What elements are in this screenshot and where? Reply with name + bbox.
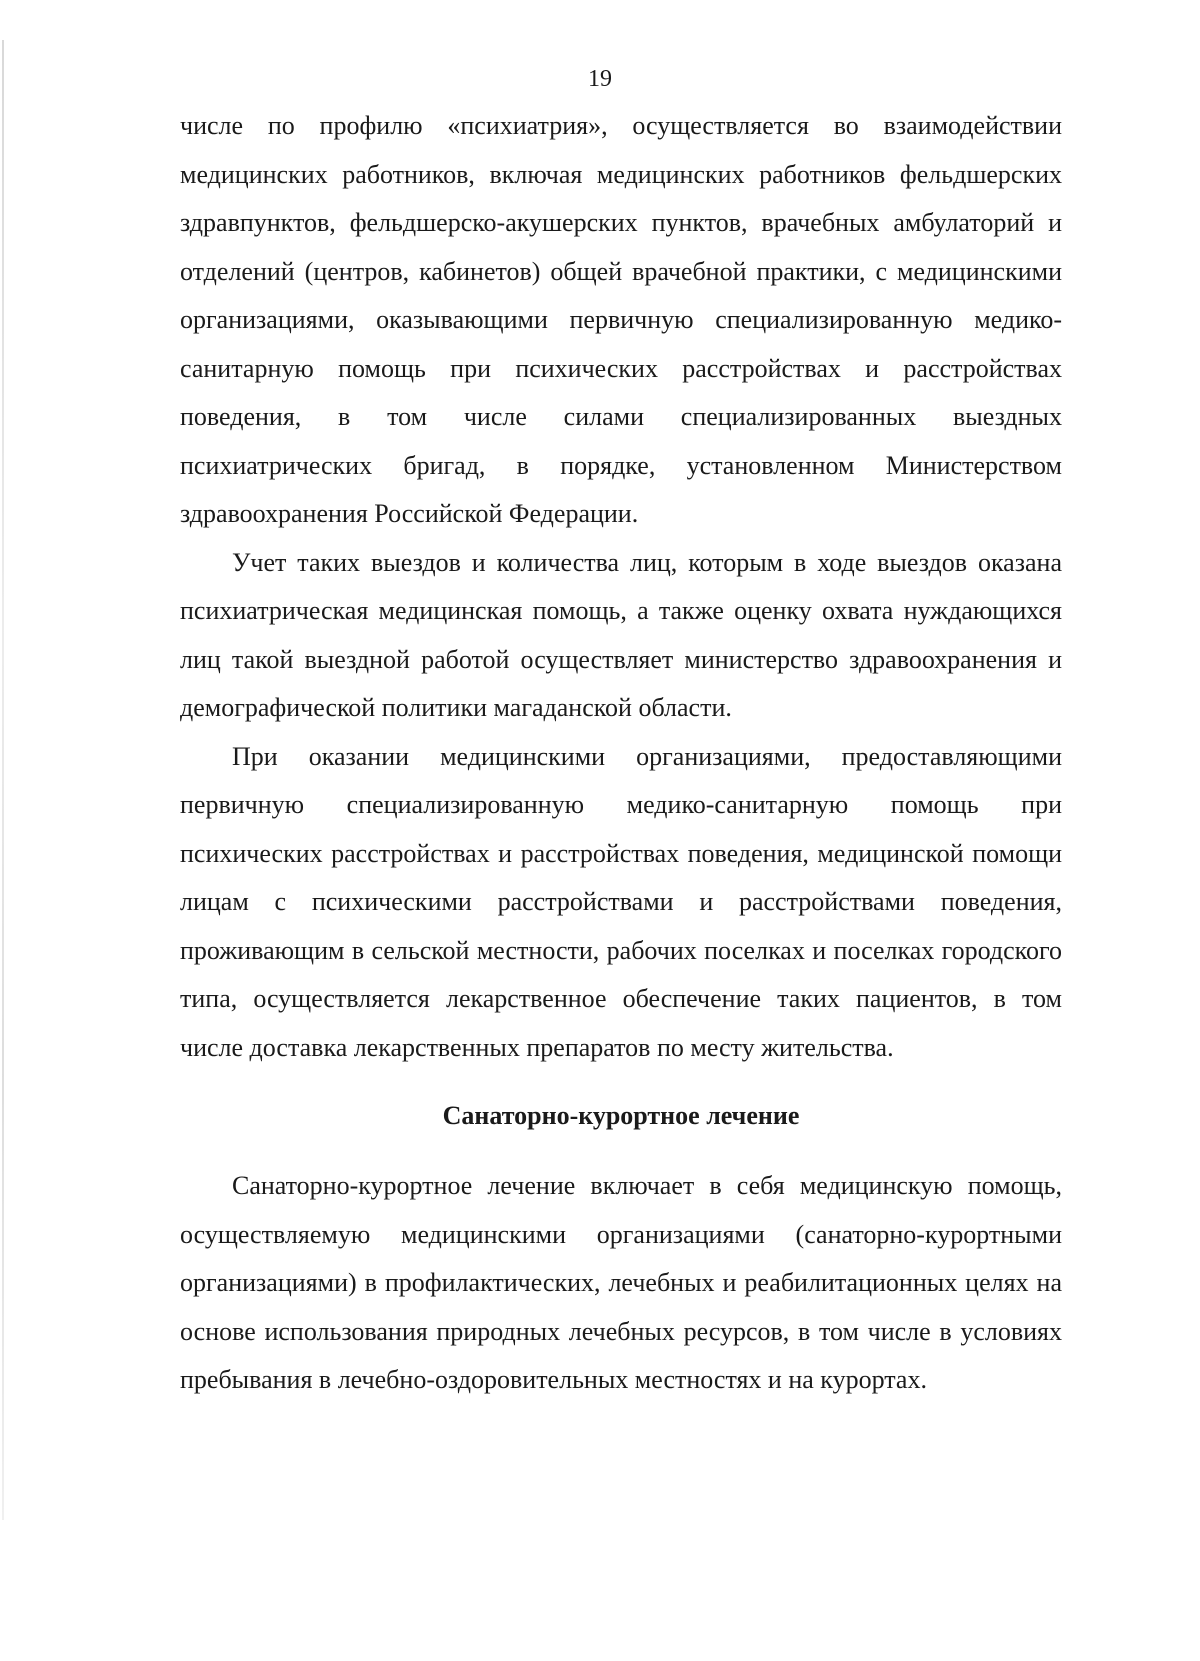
page-number: 19	[588, 66, 612, 92]
paragraph-drug-provision: При оказании медицинскими организациями, предоставляющими первичную специализированную медико-санитарную помощь при психических расстройствах и расстройствах поведения, медицинской помощи лицам с психическими расстройствами и расстройствами поведения, проживающим в сельской местности, рабочих поселках и поселках городского типа, осуществляется лекарственное обеспечение таких пациентов, в том числе доставка лекарственных препаратов по месту жительства.	[180, 741, 1062, 1062]
paragraph-continuation: числе по профилю «психиатрия», осуществляется во взаимодействии медицинских работников, включая медицинских работников фельдшерских здравпунктов, фельдшерско-акушерских пунктов, врачебных амбулаторий и отделений (центров, кабинетов) общей врачебной практики, с медицинскими организациями, оказывающими первичную специализированную медико-санитарную помощь при психических расстройствах и расстройствах поведения, в том числе силами специализированных выездных психиатрических бригад, в порядке, установленном Министерством здравоохранения Российской Федерации.	[180, 111, 1062, 528]
section-heading: Санаторно-курортное лечение	[442, 1101, 800, 1130]
paragraph-trips-accounting: Учет таких выездов и количества лиц, которым в ходе выездов оказана психиатрическая медицинская помощь, а также оценку охвата нуждающихся лиц такой выездной работой осуществляет министерство здравоохранения и демографической политики магаданской области.	[180, 547, 1062, 722]
paragraph-sanatorium: Санаторно-курортное лечение включает в себя медицинскую помощь, осуществляемую медицинскими организациями (санаторно-курортными организациями) в профилактических, лечебных и реабилитационных целях на основе использования природных лечебных ресурсов, в том числе в условиях пребывания в лечебно-оздоровительных местностях и на курортах.	[180, 1171, 1062, 1394]
scan-edge-mark	[2, 40, 4, 1520]
document-body	[180, 102, 1062, 1405]
